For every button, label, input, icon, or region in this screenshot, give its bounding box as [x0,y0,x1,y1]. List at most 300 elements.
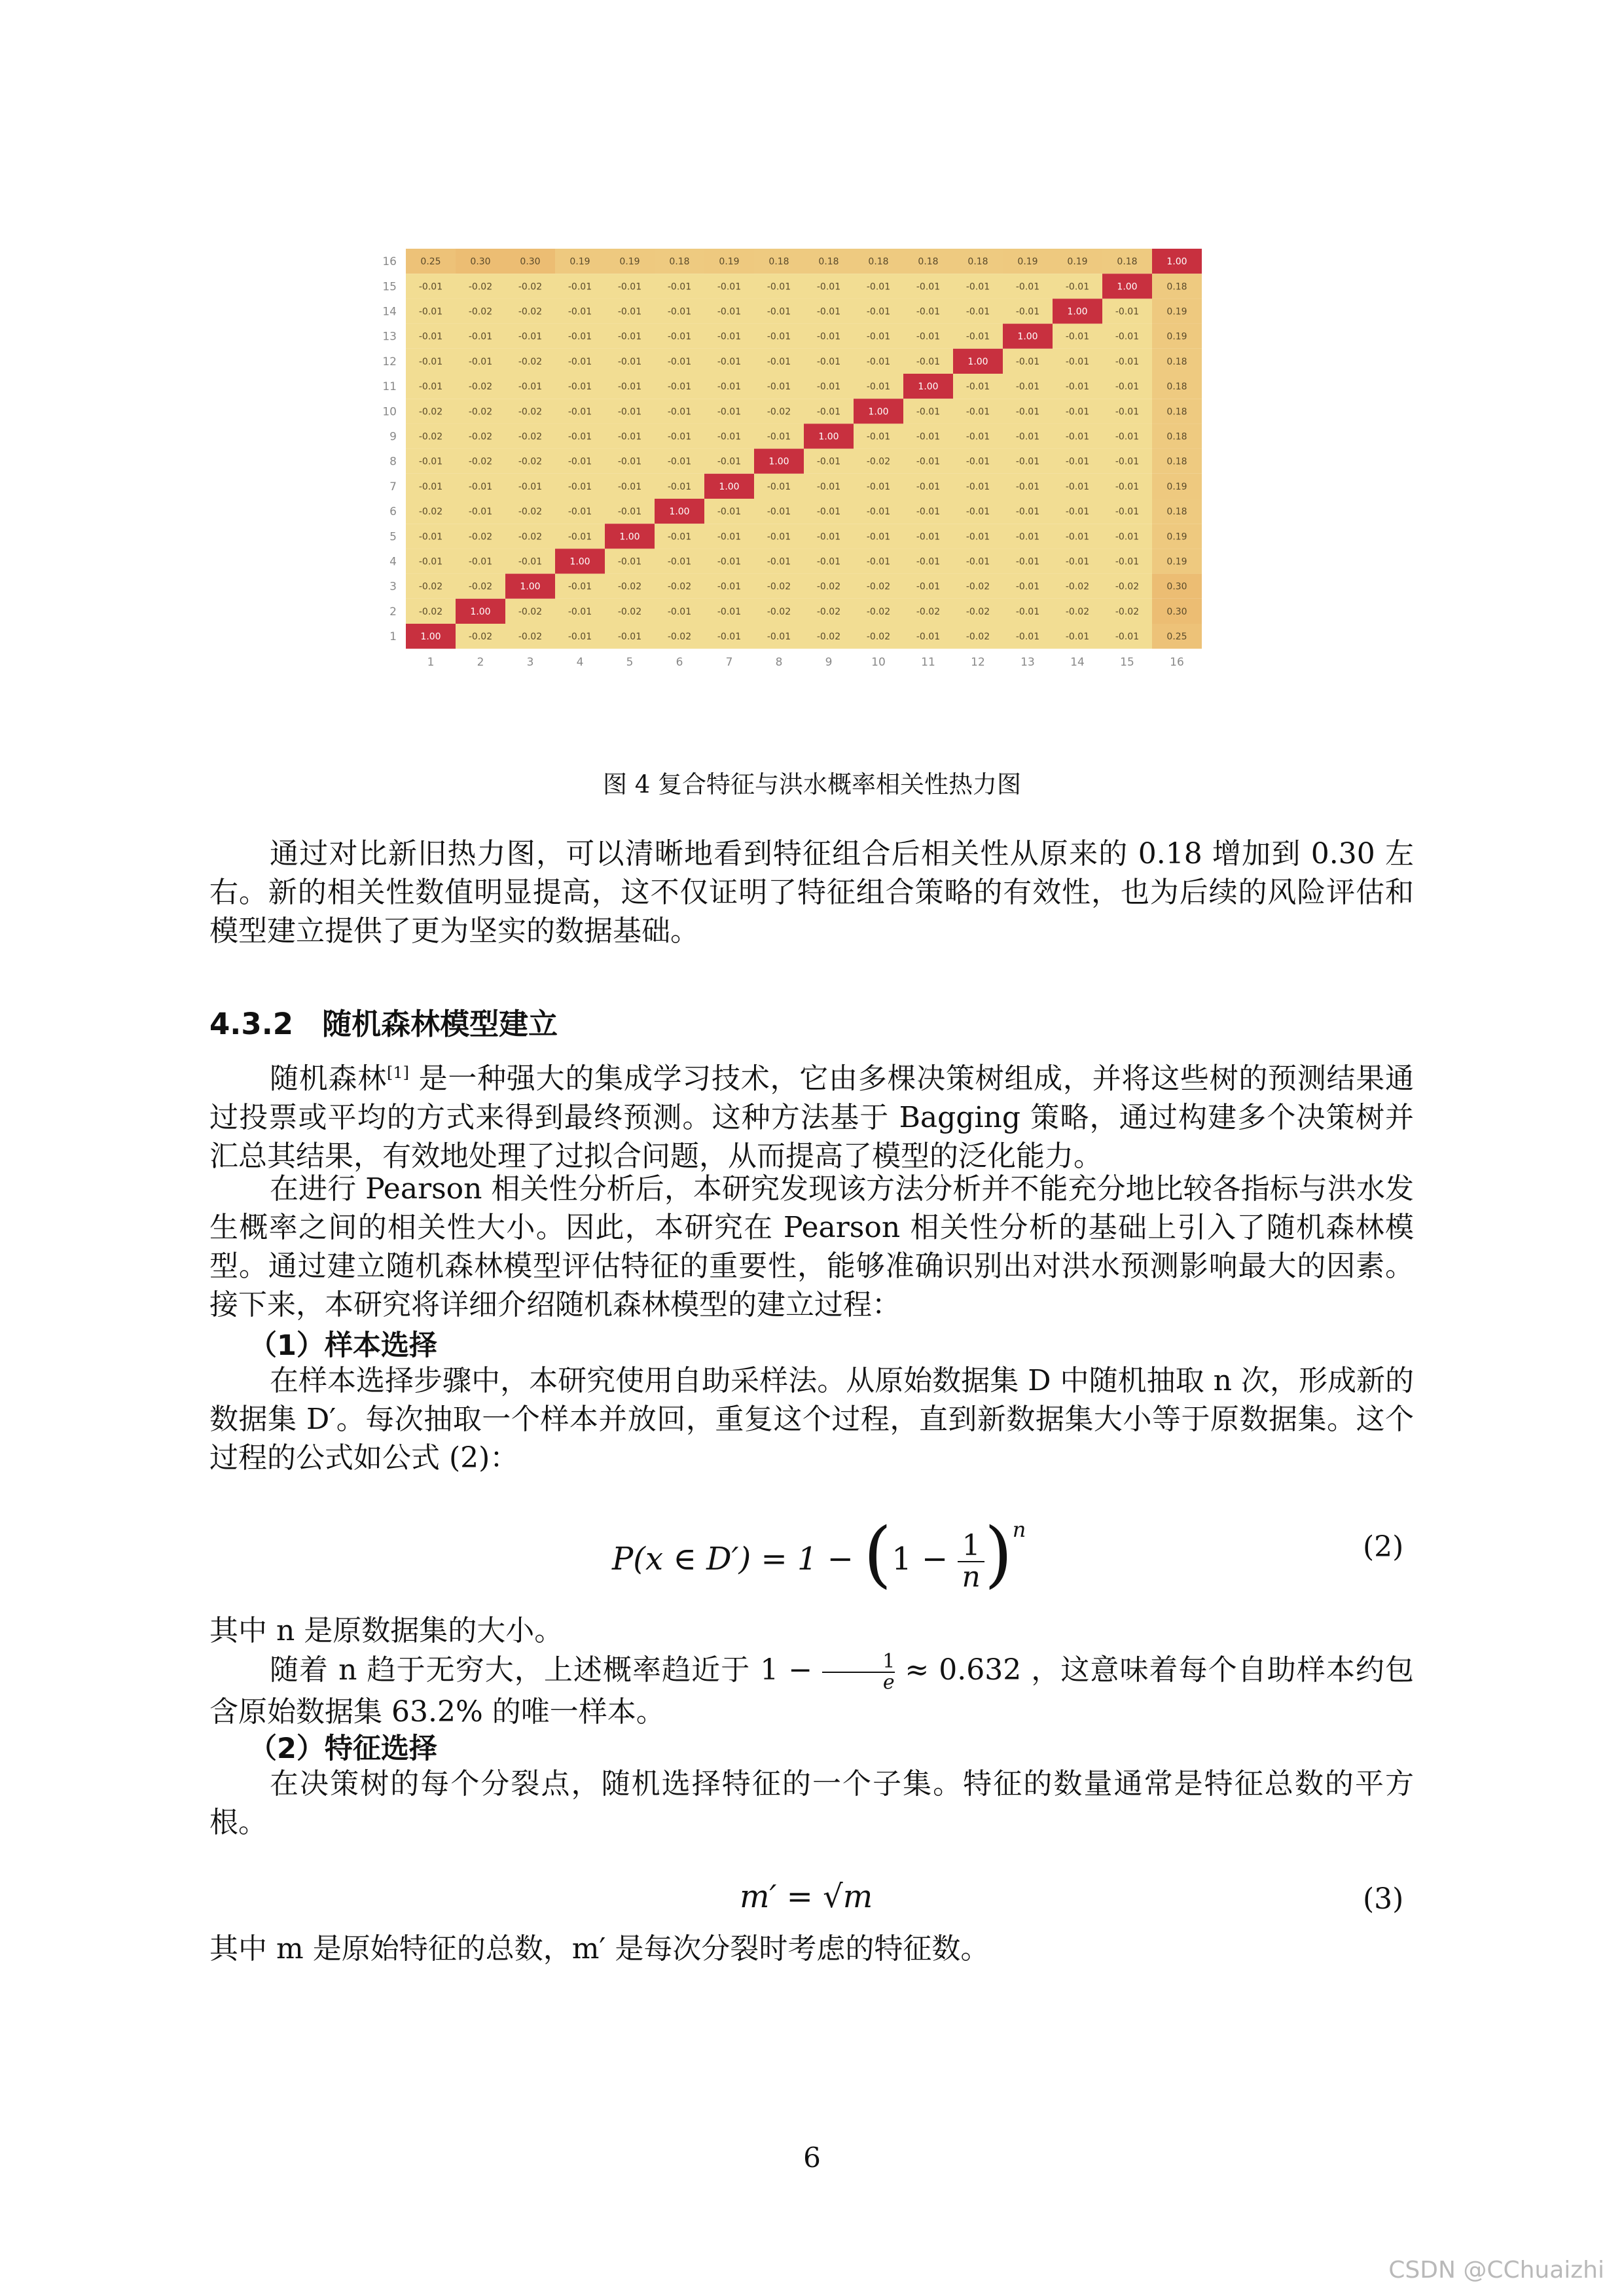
heatmap-cell-label: -0.01 [916,306,941,317]
heatmap-cell-label: 0.19 [1166,556,1187,567]
heatmap-cell-label: -0.02 [518,406,543,418]
x-tick-label: 7 [725,656,733,670]
heatmap-cell-label: -0.01 [568,331,592,342]
heatmap-cell-label: -0.02 [767,606,791,617]
heatmap-cell-label: -0.01 [568,632,592,643]
x-tick-label: 5 [626,656,634,670]
heatmap-cell-label: -0.01 [717,306,742,317]
heatmap-cell-label: -0.01 [816,481,841,492]
heatmap-cell-label: -0.02 [1115,581,1140,592]
heatmap-cell-label: -0.01 [717,356,742,367]
heatmap-cell-label: -0.01 [1065,632,1090,643]
heatmap-cell-label: -0.01 [418,531,443,543]
limit-text-b: ≈ 0.632 ，这意味着每个自助样本约包含原始数据集 63.2% 的唯一样本。 [209,1653,1414,1729]
heatmap-cell-label: -0.01 [816,456,841,467]
equation-2-fraction [958,1528,984,1594]
heatmap-cell-label: -0.02 [468,306,493,317]
heatmap-cell-label: 1.00 [420,632,441,643]
heatmap-cell-label: -0.02 [816,632,841,643]
equation-2-number: (2) [1363,1530,1404,1564]
x-tick-label: 3 [526,656,534,670]
heatmap-cell-label: -0.01 [418,331,443,342]
equation-3: m′ = √m [740,1878,873,1915]
heatmap-cell-label: 1.00 [719,481,740,492]
heatmap-cell-label: -0.02 [418,431,443,442]
x-tick-label: 4 [576,656,584,670]
heatmap-cell-label: -0.01 [1015,507,1040,518]
heatmap-cell-label: -0.01 [418,356,443,367]
heatmap-cell-label: -0.01 [717,507,742,518]
equation-2-exponent: n [1012,1517,1026,1542]
heatmap-cell-label: 0.18 [1166,382,1187,393]
heatmap-cell-label: -0.01 [1115,556,1140,567]
paragraph-limit [209,1651,1414,1731]
heatmap-cell-label: -0.02 [468,531,493,543]
heatmap-cell-label: -0.01 [816,556,841,567]
heatmap-cell-label: -0.01 [1015,481,1040,492]
heatmap-cell-label: -0.01 [1015,431,1040,442]
heatmap-cell-label: 0.18 [768,257,789,268]
section-number: 4.3.2 [209,1007,294,1041]
heatmap-cell-label: -0.01 [767,306,791,317]
heatmap-cell-label: -0.01 [717,531,742,543]
heatmap-cell-label: -0.01 [717,581,742,592]
heatmap-cell-label: -0.01 [1015,606,1040,617]
heatmap-cell-label: -0.01 [1115,406,1140,418]
heatmap-cell-label: 1.00 [1067,306,1088,317]
subheading-sample-selection: （1）样本选择 [249,1329,437,1362]
heatmap-cell-label: -0.01 [965,507,990,518]
heatmap-cell-label: -0.01 [568,356,592,367]
heatmap-cell-label: -0.01 [1015,556,1040,567]
heatmap-cell-label: -0.01 [1065,331,1090,342]
heatmap-cell-label: -0.01 [418,306,443,317]
heatmap-cell-label: -0.02 [965,632,990,643]
fraction-denominator: n [958,1561,984,1592]
fraction-numerator: 1 [962,1528,981,1562]
heatmap-cell-label: -0.01 [767,331,791,342]
heatmap-cell-label: -0.01 [617,456,642,467]
heatmap-cell-label: -0.01 [1015,581,1040,592]
heatmap-cell-label: -0.01 [468,507,493,518]
heatmap-cell-label: 0.30 [1166,581,1187,592]
heatmap-cell-label: 1.00 [1117,281,1138,293]
heatmap-cell-label: -0.02 [518,281,543,293]
heatmap-cell-label: -0.01 [1115,481,1140,492]
subheading-feature-selection: （2）特征选择 [249,1732,437,1765]
y-tick-label: 14 [382,305,397,319]
page-number: 6 [803,2142,821,2174]
heatmap-cell-label: -0.01 [717,606,742,617]
heatmap-cell-label: 1.00 [470,606,491,617]
heatmap-cell-label: -0.02 [916,606,941,617]
heatmap-cell-label: -0.01 [667,406,692,418]
heatmap-cell-label: 0.18 [1166,456,1187,467]
y-tick-label: 11 [382,380,397,394]
heatmap-cell-label: -0.01 [468,356,493,367]
heatmap-cell-label: -0.02 [767,581,791,592]
heatmap-cell-label: 0.18 [818,257,839,268]
heatmap-cell-label: -0.01 [1015,281,1040,293]
heatmap-cell-label: 1.00 [768,456,789,467]
heatmap-cell-label: -0.01 [866,431,891,442]
heatmap-cell-label: 0.30 [520,257,541,268]
heatmap-cell-label: -0.01 [617,507,642,518]
heatmap-cell-label: -0.02 [468,382,493,393]
heatmap-cell-label: -0.01 [1065,456,1090,467]
section-title: 随机森林模型建立 [322,1007,558,1041]
heatmap-cell-label: -0.02 [468,406,493,418]
heatmap-cell-label: 0.19 [1166,481,1187,492]
paragraph-n-definition: 其中 n 是原数据集的大小。 [209,1614,564,1647]
heatmap-cell-label: 0.18 [868,257,889,268]
heatmap-cell-label: -0.01 [568,531,592,543]
x-tick-label: 10 [871,656,886,670]
heatmap-cell-label: -0.01 [767,632,791,643]
heatmap-cell-label: -0.01 [418,456,443,467]
heatmap-cell-label: 0.18 [967,257,988,268]
heatmap-cell-label: 0.30 [1166,606,1187,617]
heatmap-cell-label: 1.00 [1017,331,1038,342]
heatmap-cell-label: -0.02 [617,581,642,592]
heatmap-cell-label: -0.01 [667,531,692,543]
heatmap-cell-label: -0.02 [468,456,493,467]
heatmap-cell-label: 0.18 [1166,406,1187,418]
heatmap-cell-label: -0.01 [717,431,742,442]
heatmap-cell-label: -0.01 [1065,556,1090,567]
heatmap-cell-label: -0.01 [965,281,990,293]
rf-intro-text: 是一种强大的集成学习技术，它由多棵决策树组成，并将这些树的预测结果通过投票或平均的方式来得到最终预测。这种方法基于 Bagging 策略，通过构建多个决策树并汇总其结果，有效地处理了过拟合问题，从而提高了模型的泛化能力。 [209,1062,1415,1173]
heatmap-cell-label: -0.01 [816,306,841,317]
heatmap-cell-label: 0.18 [1166,281,1187,293]
heatmap-cell-label: -0.01 [916,356,941,367]
heatmap-cell-label: -0.02 [965,581,990,592]
heatmap-cell-label: -0.02 [1065,606,1090,617]
heatmap-cell-label: -0.01 [468,331,493,342]
heatmap-cell-label: -0.01 [965,531,990,543]
heatmap-cell-label: 1.00 [818,431,839,442]
heatmap-cell-label: 0.19 [619,257,640,268]
heatmap-cell-label: -0.01 [866,356,891,367]
correlation-heatmap [367,249,1270,681]
x-tick-label: 15 [1120,656,1134,670]
y-tick-label: 4 [389,555,397,569]
heatmap-cell-label: -0.01 [568,382,592,393]
heatmap-cell-label: -0.02 [518,306,543,317]
heatmap-cell-label: 1.00 [967,356,988,367]
heatmap-cell-label: 0.18 [669,257,690,268]
heatmap-cell-label: -0.02 [1115,606,1140,617]
heatmap-cell-label: -0.01 [816,406,841,418]
watermark: CSDN @CChuaizhi [1388,2257,1604,2284]
heatmap-cell-label: -0.01 [667,431,692,442]
limit-text-a: 随着 n 趋于无穷大，上述概率趋近于 1 − [270,1653,813,1687]
heatmap-cell-label: -0.01 [617,406,642,418]
heatmap-cell-label: 0.18 [1166,431,1187,442]
heatmap-cell-label: -0.01 [1115,306,1140,317]
heatmap-cell-label: -0.01 [965,406,990,418]
heatmap-cell-label: 0.18 [1166,507,1187,518]
heatmap-cell-label: -0.01 [767,481,791,492]
heatmap-cell-label: -0.01 [1015,306,1040,317]
heatmap-cell-label: -0.01 [617,382,642,393]
heatmap-cell-label: -0.02 [965,606,990,617]
heatmap-cell-label: -0.01 [767,431,791,442]
heatmap-cell-label: -0.02 [468,281,493,293]
heatmap-cell-label: -0.02 [518,507,543,518]
heatmap-cell-label: 1.00 [619,531,640,543]
heatmap-cell-label: -0.01 [767,281,791,293]
heatmap-cell-label: 0.19 [569,257,590,268]
rf-term: 随机森林 [270,1062,387,1096]
heatmap-cell-label: -0.01 [916,456,941,467]
y-tick-label: 13 [382,330,397,344]
x-tick-label: 16 [1170,656,1184,670]
heatmap-cell-label: -0.02 [816,606,841,617]
heatmap-cell-label: -0.01 [916,507,941,518]
left-paren: ( [863,1512,892,1596]
heatmap-cell-label: -0.01 [965,382,990,393]
y-tick-label: 10 [382,405,397,419]
heatmap-cell-label: -0.01 [866,382,891,393]
heatmap-cell-label: -0.01 [767,531,791,543]
heatmap-cell-label: -0.01 [1115,456,1140,467]
heatmap-cell-label: -0.01 [1065,431,1090,442]
heatmap-cell-label: -0.01 [1115,507,1140,518]
y-tick-label: 6 [389,505,397,519]
heatmap-cell-label: -0.01 [617,281,642,293]
heatmap-cell-label: -0.01 [667,481,692,492]
heatmap-cell-label: -0.01 [816,507,841,518]
heatmap-cell-label: -0.01 [667,331,692,342]
heatmap-cell-label: -0.01 [568,406,592,418]
heatmap-cell-label: -0.01 [1015,382,1040,393]
heatmap-cell-label: -0.01 [1065,406,1090,418]
y-tick-label: 8 [389,455,397,469]
paragraph-comparison: 通过对比新旧热力图，可以清晰地看到特征组合后相关性从原来的 0.18 增加到 0.30 左右。新的相关性数值明显提高，这不仅证明了特征组合策略的有效性，也为后续的风险评估和模型建立提供了更为坚实的数据基础。 [209,837,1414,948]
heatmap-cell-label: -0.01 [767,507,791,518]
heatmap-cell-label: -0.02 [418,606,443,617]
heatmap-cell-label: -0.02 [767,406,791,418]
heatmap-cell-label: -0.01 [518,331,543,342]
heatmap-cell-label: -0.02 [816,581,841,592]
heatmap-cell-label: -0.01 [518,556,543,567]
heatmap-cell-label: 1.00 [569,556,590,567]
heatmap-cell-label: -0.02 [418,406,443,418]
heatmap-cell-label: -0.01 [1115,632,1140,643]
y-tick-label: 16 [382,255,397,269]
heatmap-cell-label: 0.25 [1166,632,1187,643]
equation-2-left: P(x ∈ D′) = 1 − [612,1541,854,1577]
heatmap-cell-label: -0.01 [518,481,543,492]
heatmap-cell-label: 1.00 [918,382,939,393]
heatmap-cell-label: -0.02 [468,632,493,643]
heatmap-cell-label: -0.01 [866,306,891,317]
paragraph-feature-subset: 在决策树的每个分裂点，随机选择特征的一个子集。特征的数量通常是特征总数的平方根。 [209,1767,1414,1839]
heatmap-cell-label: -0.01 [418,281,443,293]
x-tick-label: 9 [825,656,833,670]
figure-caption: 图 4 复合特征与洪水概率相关性热力图 [602,770,1022,798]
heatmap-cell-label: -0.01 [866,507,891,518]
heatmap-cell-label: -0.01 [667,356,692,367]
heatmap-cell-label: -0.01 [717,632,742,643]
heatmap-cell-label: -0.01 [1015,406,1040,418]
heatmap-cell-label: -0.01 [916,281,941,293]
heatmap-cell-label: -0.01 [1065,382,1090,393]
heatmap-cell-label: -0.01 [1065,281,1090,293]
heatmap-cell-label: 1.00 [1166,257,1187,268]
heatmap-cell-label: -0.01 [965,456,990,467]
heatmap-cell-label: -0.01 [568,281,592,293]
heatmap-cell-label: 0.25 [420,257,441,268]
heatmap-cell-label: -0.01 [1115,356,1140,367]
heatmap-cell-label: -0.01 [418,481,443,492]
heatmap-cell-label: -0.01 [568,431,592,442]
heatmap-cell-label: -0.02 [518,531,543,543]
heatmap-cell-label: -0.01 [617,481,642,492]
heatmap-cell-label: -0.02 [617,606,642,617]
equation-2 [612,1512,1026,1596]
paragraph-sampling: 在样本选择步骤中，本研究使用自助采样法。从原始数据集 D 中随机抽取 n 次，形成新的数据集 D′。每次抽取一个样本并放回，重复这个过程，直到新数据集大小等于原数据集。这个过程的公式如公式 (2)： [209,1364,1414,1475]
heatmap-cell-label: -0.01 [518,382,543,393]
one-over-e-den: e [822,1672,895,1693]
heatmap-cell-label: -0.01 [965,556,990,567]
heatmap-cell-label: -0.01 [965,431,990,442]
citation-1: [1] [386,1064,409,1082]
heatmap-cell-label: -0.01 [916,531,941,543]
one-over-e-num: 1 [882,1649,895,1673]
y-tick-label: 1 [389,630,397,644]
heatmap-cell-label: 0.18 [1166,356,1187,367]
heatmap-cell-label: -0.01 [916,581,941,592]
heatmap-cell-label: -0.01 [717,406,742,418]
heatmap-cell-label: -0.01 [1015,632,1040,643]
heatmap-cell-label: -0.01 [717,556,742,567]
heatmap-cell-label: -0.01 [418,556,443,567]
heatmap-cell-label: -0.01 [767,556,791,567]
heatmap-cell-label: 1.00 [669,507,690,518]
heatmap-cell-label: -0.02 [518,632,543,643]
heatmap-cell-label: 0.19 [1166,306,1187,317]
paragraph-random-forest-intro [209,1054,1414,1175]
y-tick-label: 15 [382,280,397,294]
paragraph-m-definition: 其中 m 是原始特征的总数，m′ 是每次分裂时考虑的特征数。 [209,1932,990,1965]
heatmap-cell-label: -0.01 [717,281,742,293]
heatmap-cell-label: -0.01 [468,481,493,492]
heatmap-cell-label: -0.01 [1115,331,1140,342]
heatmap-cell-label: -0.02 [518,431,543,442]
heatmap-cell-label: -0.01 [965,481,990,492]
heatmap-cell-label: -0.01 [568,306,592,317]
equation-2-inner: 1 − [892,1541,948,1577]
y-tick-label: 9 [389,430,397,444]
heatmap-cell-label: -0.02 [866,581,891,592]
heatmap-cell-label: -0.02 [866,606,891,617]
heatmap-cell-label: -0.01 [667,556,692,567]
heatmap-cell-label: -0.01 [816,531,841,543]
heatmap-cell-label: -0.02 [418,581,443,592]
y-tick-label: 2 [389,605,397,619]
heatmap-cell-label: 0.18 [918,257,939,268]
heatmap-cell-label: -0.01 [916,431,941,442]
right-paren: ) [984,1512,1013,1596]
heatmap-cell-label: -0.02 [866,632,891,643]
heatmap-cell-label: 0.19 [1067,257,1088,268]
heatmap-cell-label: -0.01 [816,331,841,342]
heatmap-cell-label: -0.01 [568,606,592,617]
heatmap-cell-label: -0.01 [617,431,642,442]
heatmap-cell-label: -0.01 [916,556,941,567]
heatmap-cell-label: 0.19 [1166,331,1187,342]
heatmap-cell-label: 0.19 [719,257,740,268]
heatmap-cell-label: -0.01 [418,382,443,393]
heatmap-cell-label: -0.01 [717,456,742,467]
heatmap-cell-label: -0.01 [1065,481,1090,492]
heatmap-cell-label: -0.01 [667,281,692,293]
heatmap-cell-label: -0.02 [418,507,443,518]
heatmap-cell-label: -0.01 [965,306,990,317]
heatmap-cell-label: -0.01 [965,331,990,342]
heatmap-cell-label: -0.01 [816,356,841,367]
x-tick-label: 1 [427,656,435,670]
heatmap-cell-label: 1.00 [868,406,889,418]
paragraph-pearson: 在进行 Pearson 相关性分析后，本研究发现该方法分析并不能充分地比较各指标与洪水发生概率之间的相关性大小。因此，本研究在 Pearson 相关性分析的基础上引入了随机森林模型。通过建立随机森林模型评估特征的重要性，能够准确识别出对洪水预测影响最大的因素。接下来，本研究将详细介绍随机森林模型的建立过程： [209,1172,1414,1321]
heatmap-cell-label: -0.01 [816,382,841,393]
heatmap-cell-label: -0.01 [667,456,692,467]
heatmap-cell-label: -0.01 [866,281,891,293]
section-heading [209,1000,558,1043]
x-tick-label: 11 [921,656,935,670]
heatmap-cell-label: -0.01 [667,382,692,393]
equation-3-number: (3) [1363,1882,1404,1916]
heatmap-cell-label: 0.18 [1117,257,1138,268]
heatmap-cell-label: -0.01 [568,581,592,592]
heatmap-cell-label: -0.01 [916,481,941,492]
heatmap-cell-label: -0.01 [767,356,791,367]
heatmap-cell-label: 1.00 [520,581,541,592]
x-tick-label: 6 [676,656,683,670]
heatmap-cell-label: -0.01 [866,331,891,342]
heatmap-cell-label: 0.19 [1017,257,1038,268]
x-tick-label: 14 [1070,656,1085,670]
heatmap-cell-label: -0.01 [717,382,742,393]
heatmap-cell-label: -0.01 [767,382,791,393]
x-tick-label: 13 [1020,656,1035,670]
y-tick-label: 12 [382,355,397,368]
heatmap-cell-label: -0.01 [568,507,592,518]
heatmap-cell-label: -0.02 [518,456,543,467]
y-tick-label: 5 [389,530,397,544]
x-tick-label: 2 [477,656,484,670]
heatmap-cell-label: -0.01 [667,606,692,617]
heatmap-cell-label: -0.01 [916,632,941,643]
heatmap-cell-label: -0.01 [617,306,642,317]
heatmap-cell-label: -0.01 [866,556,891,567]
heatmap-cell-label: -0.01 [617,331,642,342]
heatmap-cell-label: -0.01 [1015,356,1040,367]
heatmap-cell-label: -0.01 [1015,531,1040,543]
heatmap-cell-label: -0.01 [717,331,742,342]
heatmap-cell-label: -0.01 [1115,382,1140,393]
heatmap-cell-label: -0.01 [568,456,592,467]
y-tick-label: 7 [389,480,397,493]
heatmap-cell-label: -0.02 [866,456,891,467]
heatmap-cell-label: -0.01 [1065,531,1090,543]
heatmap-cell-label: 0.30 [470,257,491,268]
heatmap-cell-label: -0.02 [667,632,692,643]
heatmap-cell-label: -0.01 [617,356,642,367]
heatmap-cell-label: 0.19 [1166,531,1187,543]
